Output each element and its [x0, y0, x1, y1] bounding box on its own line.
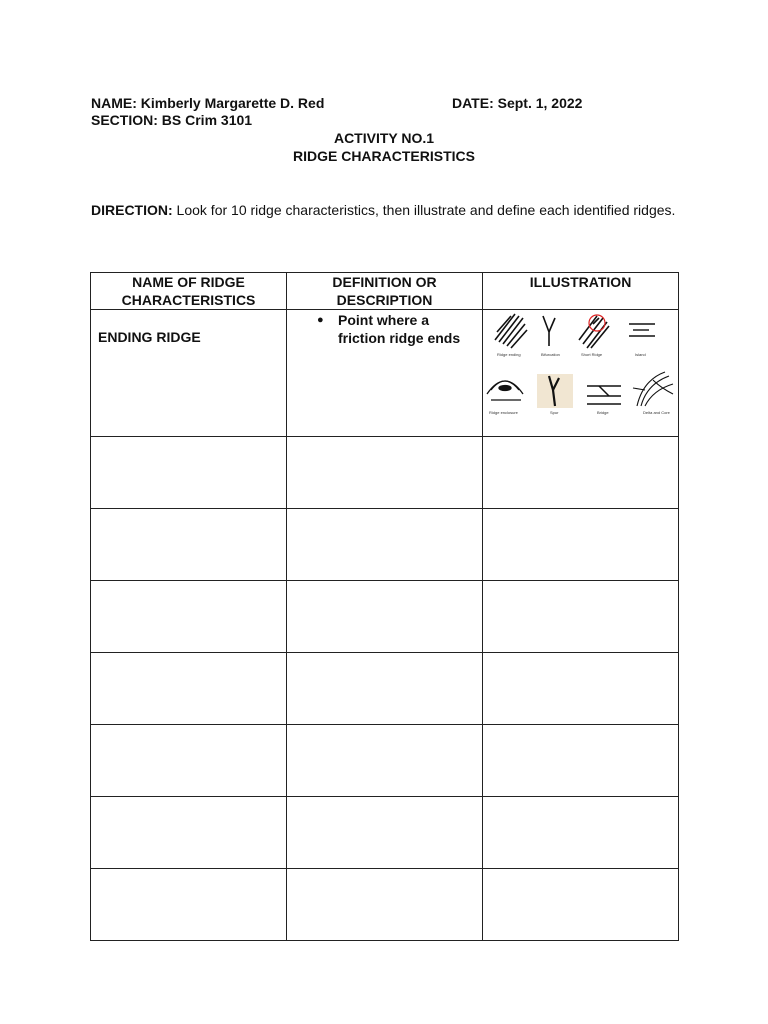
header-name-line2: CHARACTERISTICS	[121, 292, 256, 308]
illustration-cell[interactable]	[483, 509, 679, 581]
direction-text: Look for 10 ridge characteristics, then illustrate and define each identified ridges.	[172, 202, 676, 218]
header-name	[91, 273, 287, 310]
caption-ridge-enclosure: Ridge enclosure	[489, 410, 518, 415]
table-row	[91, 653, 679, 725]
table-header-row	[91, 273, 679, 310]
student-name: NAME: Kimberly Margarette D. Red	[91, 95, 325, 111]
caption-ridge-ending: Ridge ending	[497, 352, 521, 357]
header-illustration	[483, 273, 679, 310]
definition-cell[interactable]	[287, 437, 483, 509]
table-row	[91, 437, 679, 509]
activity-subtitle: RIDGE CHARACTERISTICS	[292, 148, 475, 164]
table-row	[91, 725, 679, 797]
definition-cell[interactable]	[287, 581, 483, 653]
definition-cell[interactable]	[287, 725, 483, 797]
header-illustration-label: ILLUSTRATION	[529, 274, 632, 290]
definition-cell[interactable]	[287, 653, 483, 725]
illustration-cell[interactable]	[483, 797, 679, 869]
definition-cell[interactable]	[287, 869, 483, 941]
ridge-name-cell[interactable]	[91, 509, 287, 581]
caption-spur: Spur	[550, 410, 559, 415]
illustration-cell[interactable]	[483, 869, 679, 941]
delta-and-core-icon	[633, 372, 673, 406]
direction-paragraph	[91, 201, 691, 219]
direction-label: DIRECTION:	[91, 202, 173, 218]
ridge-name-cell[interactable]	[91, 581, 287, 653]
bifurcation-icon	[543, 316, 555, 346]
ridge-name-cell[interactable]	[91, 653, 287, 725]
caption-island: Island	[635, 352, 646, 357]
header-name-line1: NAME OF RIDGE	[132, 274, 245, 290]
definition-cell[interactable]	[287, 310, 483, 437]
ridge-name-cell[interactable]	[91, 869, 287, 941]
definition-cell[interactable]	[287, 797, 483, 869]
caption-delta-and-core: Delta and Core	[643, 410, 670, 415]
illustration-cell[interactable]	[483, 725, 679, 797]
island-icon	[629, 324, 655, 336]
illustration-cell[interactable]	[483, 437, 679, 509]
table-row	[91, 581, 679, 653]
table-row	[91, 869, 679, 941]
definition-item	[287, 310, 482, 347]
definition-list	[287, 310, 482, 347]
definition-line2: friction ridge ends	[338, 330, 461, 346]
table-row	[91, 509, 679, 581]
section-label: SECTION: BS Crim 3101	[91, 112, 253, 128]
definition-line1: Point where a	[338, 312, 430, 328]
header-definition-line2: DESCRIPTION	[336, 292, 433, 308]
table-row	[91, 797, 679, 869]
ridge-name-cell[interactable]	[91, 725, 287, 797]
ridge-enclosure-icon	[487, 381, 523, 400]
illustration-cell[interactable]	[483, 581, 679, 653]
caption-bifurcation: Bifurcation	[541, 352, 560, 357]
ridge-name-cell[interactable]	[91, 797, 287, 869]
illustration-cell[interactable]	[483, 310, 679, 437]
table-row	[91, 310, 679, 437]
activity-title: ACTIVITY NO.1	[333, 130, 435, 146]
bullet-icon: ●	[317, 314, 324, 326]
definition-cell[interactable]	[287, 509, 483, 581]
header-definition	[287, 273, 483, 310]
bridge-icon	[587, 386, 621, 404]
ridge-table	[90, 272, 679, 941]
ridge-ending-icon	[495, 314, 527, 348]
date-label: DATE: Sept. 1, 2022	[452, 95, 583, 111]
caption-short-ridge: Short Ridge	[581, 352, 603, 357]
header-definition-line1: DEFINITION OR	[332, 274, 437, 290]
illustration-cell[interactable]	[483, 653, 679, 725]
ridge-name-cell[interactable]	[91, 437, 287, 509]
caption-bridge: Bridge	[597, 410, 609, 415]
ridge-characteristics-illustration	[483, 310, 679, 417]
ridge-name-cell[interactable]: ENDING RIDGE	[91, 310, 287, 437]
